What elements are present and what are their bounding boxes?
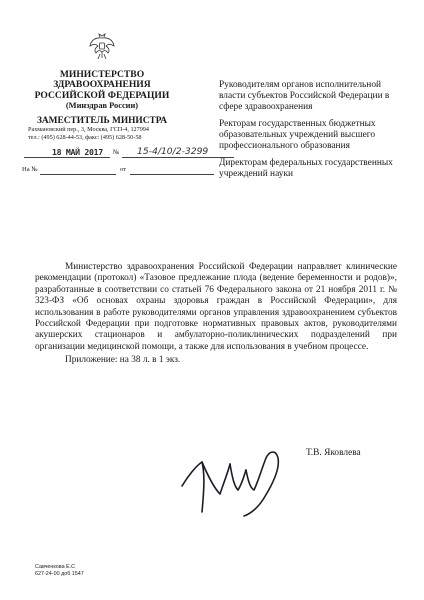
letter-body xyxy=(35,262,397,367)
handwritten-signature xyxy=(178,428,308,520)
executor-phone: 627-24-00 доб 1547 xyxy=(35,571,84,577)
letterhead xyxy=(28,70,176,126)
ministry-short-name: (Минздрав России) xyxy=(65,101,139,111)
ministry-address-block xyxy=(28,126,149,142)
reference-number-label: На № xyxy=(22,166,38,173)
ministry-address: Рахмановский пер., 3, Москва, ГСП-4, 127994 xyxy=(28,126,150,133)
ministry-name-line2: ЗДРАВООХРАНЕНИЯ xyxy=(53,79,151,91)
coat-of-arms-emblem xyxy=(88,32,116,62)
ministry-phones: тел.: (495) 628-44-53, факс: (495) 628-50-58 xyxy=(28,134,142,141)
reference-date-label: от xyxy=(120,166,127,173)
signer-position: ЗАМЕСТИТЕЛЬ МИНИСТРА xyxy=(36,115,168,126)
executor-name: Савченкова Е.С xyxy=(35,564,76,570)
addressee: Руководителям органов исполнительной власти субъектов Российской Федерации в сфере здравоохранения xyxy=(219,80,390,112)
signer-name: Т.В. Яковлева xyxy=(306,448,361,458)
registration-number-label: № xyxy=(113,149,120,156)
registration-line xyxy=(22,146,209,161)
addressees xyxy=(219,80,409,186)
addressee: Ректорам государственных бюджетных образовательных учреждений высшего профессионального образования xyxy=(219,119,376,151)
ministry-name-line3: РОССИЙСКОЙ ФЕДЕРАЦИИ xyxy=(34,89,170,101)
registration-number: 15-4/10/2-3299 xyxy=(137,146,209,157)
registration-date-stamp: 18 МАЙ 2017 xyxy=(52,147,103,157)
reference-line xyxy=(22,166,222,178)
executor-info xyxy=(35,564,84,578)
ministry-name-line1: МИНИСТЕРСТВО xyxy=(59,69,145,80)
addressee: Директорам федеральных государственных учреждений науки xyxy=(219,158,393,179)
attachment-note: Приложение: на 38 л. в 1 экз. xyxy=(65,355,181,366)
body-paragraph: Министерство здравоохранения Российской Федерации направляет клинические рекомендации (протокол) «Тазовое предлежание плода (ведение беременности и родов)», разработанные в соответствии со статьей 76 Федерального закона от 21 ноября 2011 г. № 323-ФЗ «Об основах охраны здоровья граждан в Российской Федерации», для использования в работе руководителями органов управления здравоохранением субъектов Российской Федерации при подготовке нормативных правовых актов, руководителями акушерских стационаров и амбулаторно-поликлинических подразделений при организации медицинской помощи, а также для использования в учебном процессе. xyxy=(35,262,397,352)
